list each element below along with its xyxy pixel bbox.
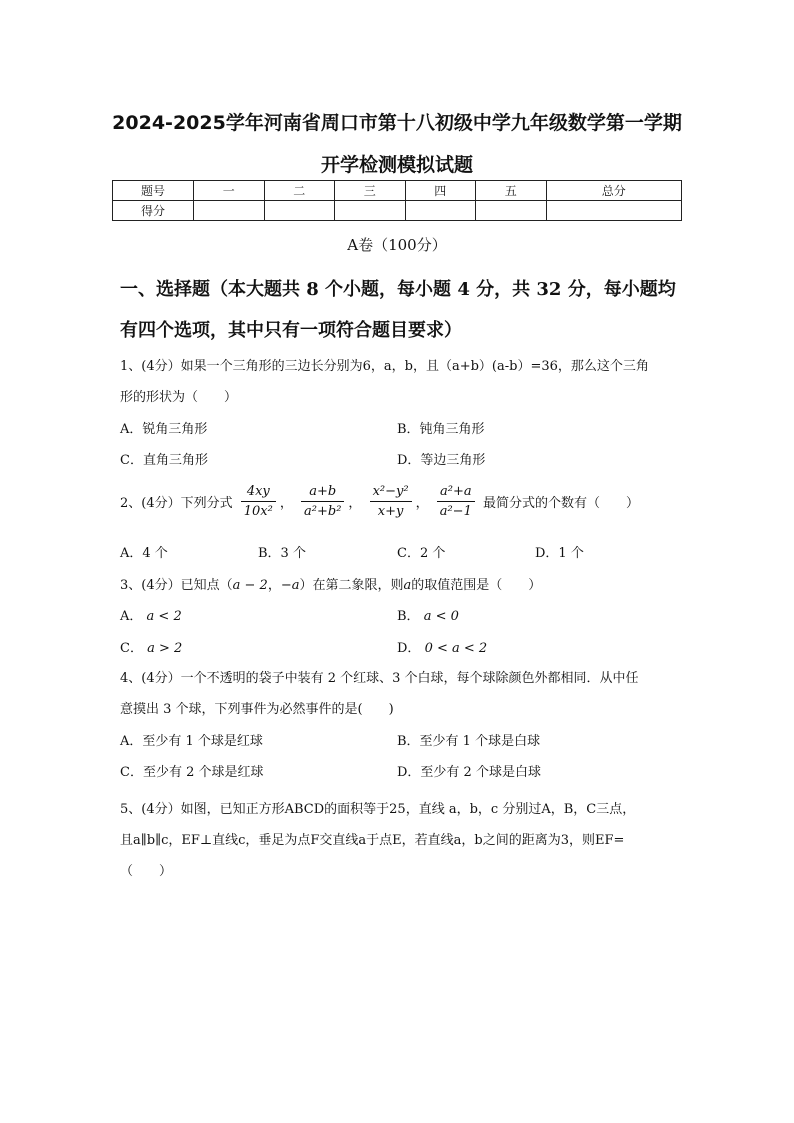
fraction-denominator: a²+b² — [304, 504, 342, 519]
fraction-separator: ， — [415, 496, 429, 511]
option-value: 0 < a < 2 — [424, 641, 488, 656]
question-1-option-a: A．锐角三角形 — [120, 422, 208, 437]
fraction-separator: ， — [348, 496, 362, 511]
section-a-heading: A卷（100分） — [347, 236, 447, 254]
question-3-option-b — [397, 605, 459, 624]
option-label: B． — [397, 609, 420, 624]
score-cell — [405, 201, 476, 221]
exam-title-line-2: 开学检测模拟试题 — [320, 154, 473, 176]
fraction-separator: ， — [279, 496, 293, 511]
fraction-4 — [437, 483, 475, 520]
fraction-denominator: 10x² — [243, 504, 273, 519]
question-4-option-c: C．至少有 2 个球是红球 — [120, 765, 264, 780]
question-3-option-c — [120, 637, 182, 656]
option-value: a < 0 — [423, 609, 459, 624]
question-4-option-d: D．至少有 2 个球是白球 — [397, 765, 541, 780]
score-table-header-cell: 四 — [405, 181, 476, 201]
question-3-text-part: ， — [267, 578, 281, 593]
fraction-denominator: x+y — [377, 504, 404, 519]
question-3-text-part: 3、(4分）已知点（ — [120, 578, 233, 593]
score-table-header-cell: 题号 — [113, 181, 194, 201]
score-table-header-cell: 总分 — [546, 181, 682, 201]
fraction-numerator: a+b — [301, 483, 344, 502]
math-expression: a − 2 — [232, 578, 268, 593]
fraction-3 — [370, 483, 412, 520]
math-expression: a — [403, 578, 412, 593]
question-4-text-line-1: 4、(4分）一个不透明的袋子中装有 2 个红球、3 个白球，每个球除颜色外都相同．从中任 — [120, 671, 639, 686]
part-1-heading-line-1: 一、选择题（本大题共 8 个小题，每小题 4 分，共 32 分，每小题均 — [120, 279, 676, 300]
question-5-text-line-1: 5、(4分）如图，已知正方形ABCD的面积等于25，直线 a，b，c 分别过A，B，C三点， — [120, 802, 636, 817]
option-label: C． — [120, 641, 143, 656]
score-table-score-row — [113, 201, 682, 221]
score-cell — [546, 201, 682, 221]
option-label: A． — [120, 609, 143, 624]
score-table-header-cell: 五 — [476, 181, 547, 201]
question-3-option-d — [397, 637, 487, 656]
question-5-text-line-2: 且a∥b∥c，EF⊥直线c，垂足为点F交直线a于点E，若直线a，b之间的距离为3，则EF= — [120, 833, 625, 848]
math-expression: −a — [280, 578, 300, 593]
question-2-option-b: B．3 个 — [258, 546, 306, 561]
part-1-heading-line-2: 有四个选项，其中只有一项符合题目要求） — [120, 320, 462, 341]
question-1-text-line-1: 1、(4分）如果一个三角形的三边长分别为6，a，b，且（a+b）(a-b）=36，那么这个三角 — [120, 359, 649, 374]
score-table-header-cell: 三 — [335, 181, 406, 201]
question-4-option-b: B．至少有 1 个球是白球 — [397, 734, 541, 749]
question-1-option-c: C．直角三角形 — [120, 453, 208, 468]
fraction-numerator: x²−y² — [370, 483, 412, 502]
score-table-row-label: 得分 — [113, 201, 194, 221]
question-3-text-part: 的取值范围是（ ） — [411, 578, 542, 593]
score-table-header-cell: 一 — [194, 181, 265, 201]
score-table — [112, 180, 682, 221]
option-value: a > 2 — [147, 641, 183, 656]
question-4-option-a: A．至少有 1 个球是红球 — [120, 734, 263, 749]
score-cell — [476, 201, 547, 221]
question-1-text-line-2: 形的形状为（ ） — [120, 390, 238, 405]
fraction-denominator: a²−1 — [439, 504, 472, 519]
question-2-option-d: D．1 个 — [535, 546, 584, 561]
fraction-2 — [301, 483, 344, 520]
score-table-header-cell: 二 — [264, 181, 335, 201]
score-cell — [194, 201, 265, 221]
question-5-text-line-3: （ ） — [120, 864, 173, 879]
question-3-text-part: ）在第二象限，则 — [299, 578, 404, 593]
option-value: a < 2 — [146, 609, 182, 624]
question-4-text-line-2: 意摸出 3 个球，下列事件为必然事件的是( ) — [120, 702, 394, 717]
score-cell — [335, 201, 406, 221]
score-cell — [264, 201, 335, 221]
question-1-option-d: D．等边三角形 — [397, 453, 486, 468]
question-2-text — [120, 483, 639, 520]
fraction-numerator: a²+a — [437, 483, 475, 502]
score-table-header-row — [113, 181, 682, 201]
question-3-option-a — [120, 605, 182, 624]
question-1-option-b: B．钝角三角形 — [397, 422, 485, 437]
fraction-numerator: 4xy — [241, 483, 276, 502]
fraction-1 — [241, 483, 276, 520]
option-label: D． — [397, 641, 421, 656]
question-2-suffix: 最简分式的个数有（ ） — [483, 496, 640, 511]
question-2-option-c: C．2 个 — [397, 546, 446, 561]
question-2-prefix: 2、(4分）下列分式 — [120, 496, 233, 511]
question-2-option-a: A．4 个 — [120, 546, 168, 561]
question-3-text — [120, 574, 541, 593]
exam-title-line-1: 2024-2025学年河南省周口市第十八初级中学九年级数学第一学期 — [112, 112, 682, 134]
